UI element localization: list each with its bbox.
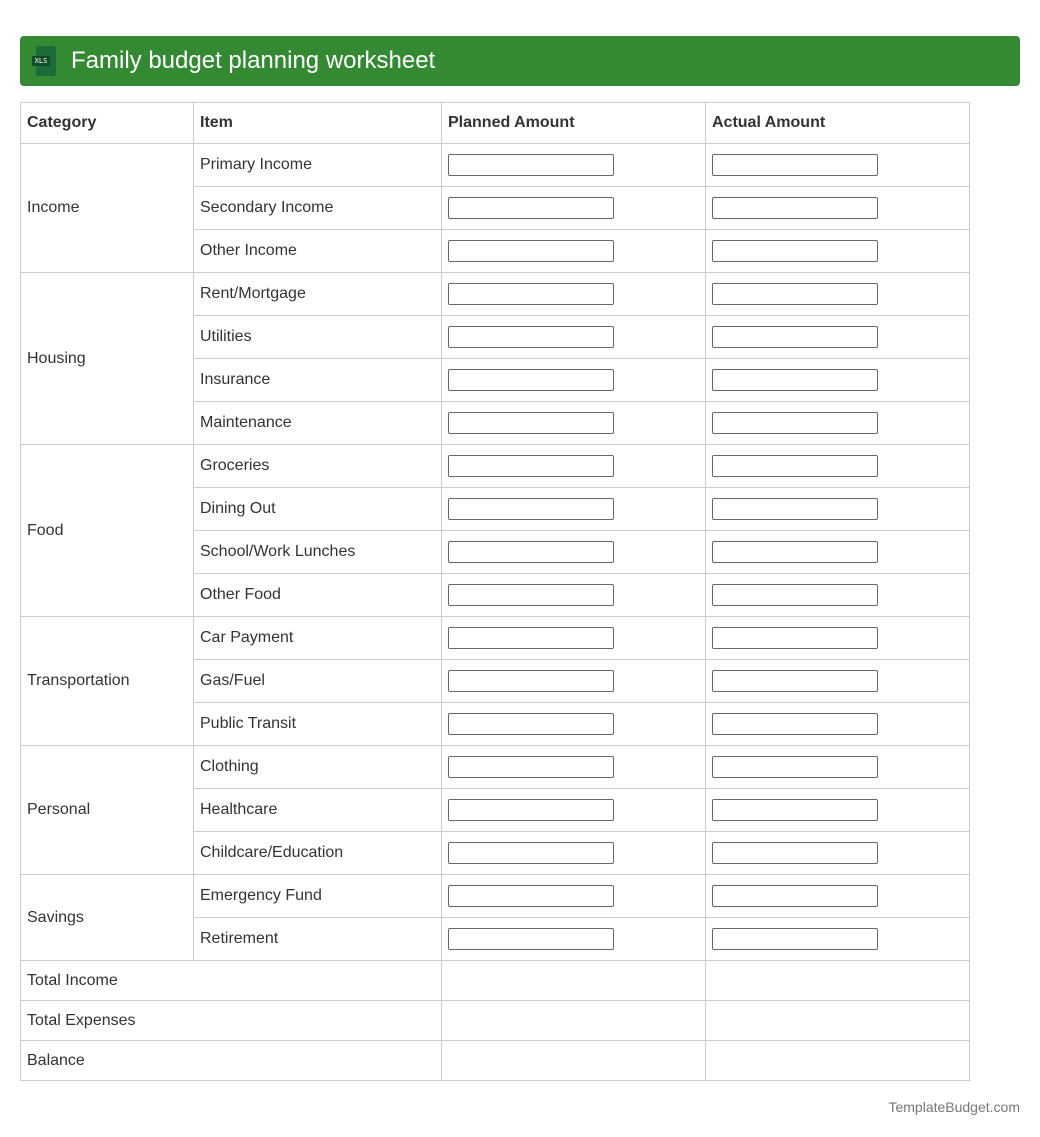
column-header-category: Category (21, 103, 194, 144)
planned-amount-cell (442, 316, 706, 359)
planned-amount-cell (442, 488, 706, 531)
planned-amount-cell (442, 273, 706, 316)
page-title: Family budget planning worksheet (71, 47, 436, 74)
planned-amount-input[interactable] (448, 455, 614, 477)
table-row (21, 273, 970, 316)
actual-amount-input[interactable] (712, 412, 878, 434)
actual-amount-cell (706, 918, 970, 961)
planned-amount-cell (442, 574, 706, 617)
page-header (20, 36, 1020, 86)
planned-amount-input[interactable] (448, 154, 614, 176)
item-cell: Gas/Fuel (194, 660, 442, 703)
actual-amount-input[interactable] (712, 670, 878, 692)
item-cell: Retirement (194, 918, 442, 961)
actual-amount-input[interactable] (712, 326, 878, 348)
item-cell: School/Work Lunches (194, 531, 442, 574)
planned-amount-cell (442, 789, 706, 832)
table-header-row (21, 103, 970, 144)
planned-amount-cell (442, 617, 706, 660)
item-cell: Healthcare (194, 789, 442, 832)
item-cell: Emergency Fund (194, 875, 442, 918)
planned-amount-cell (442, 531, 706, 574)
planned-amount-cell (442, 359, 706, 402)
table-row (21, 617, 970, 660)
planned-total-cell (442, 1041, 706, 1081)
item-cell: Groceries (194, 445, 442, 488)
total-label: Total Income (21, 961, 442, 1001)
planned-amount-input[interactable] (448, 713, 614, 735)
actual-amount-input[interactable] (712, 541, 878, 563)
planned-amount-input[interactable] (448, 326, 614, 348)
planned-amount-input[interactable] (448, 197, 614, 219)
actual-amount-cell (706, 359, 970, 402)
actual-amount-cell (706, 488, 970, 531)
actual-total-cell (706, 961, 970, 1001)
budget-table (20, 102, 970, 1081)
actual-amount-input[interactable] (712, 369, 878, 391)
total-label: Balance (21, 1041, 442, 1081)
actual-amount-input[interactable] (712, 928, 878, 950)
total-label: Total Expenses (21, 1001, 442, 1041)
actual-amount-cell (706, 531, 970, 574)
actual-amount-cell (706, 316, 970, 359)
planned-amount-input[interactable] (448, 928, 614, 950)
item-cell: Clothing (194, 746, 442, 789)
planned-amount-input[interactable] (448, 885, 614, 907)
category-cell: Housing (21, 273, 194, 445)
actual-amount-input[interactable] (712, 885, 878, 907)
actual-amount-cell (706, 144, 970, 187)
column-header-actual: Actual Amount (706, 103, 970, 144)
item-cell: Primary Income (194, 144, 442, 187)
planned-amount-cell (442, 187, 706, 230)
table-row (21, 144, 970, 187)
item-cell: Insurance (194, 359, 442, 402)
actual-amount-input[interactable] (712, 154, 878, 176)
item-cell: Utilities (194, 316, 442, 359)
actual-amount-input[interactable] (712, 498, 878, 520)
planned-amount-input[interactable] (448, 799, 614, 821)
actual-amount-cell (706, 574, 970, 617)
item-cell: Dining Out (194, 488, 442, 531)
table-row (21, 875, 970, 918)
planned-amount-cell (442, 402, 706, 445)
actual-amount-cell (706, 703, 970, 746)
total-row (21, 1041, 970, 1081)
item-cell: Car Payment (194, 617, 442, 660)
item-cell: Maintenance (194, 402, 442, 445)
planned-amount-input[interactable] (448, 756, 614, 778)
total-row (21, 1001, 970, 1041)
actual-amount-input[interactable] (712, 842, 878, 864)
actual-amount-cell (706, 660, 970, 703)
table-row (21, 445, 970, 488)
footer-brand: TemplateBudget.com (888, 1099, 1020, 1115)
planned-amount-input[interactable] (448, 369, 614, 391)
column-header-item: Item (194, 103, 442, 144)
planned-total-cell (442, 961, 706, 1001)
actual-total-cell (706, 1041, 970, 1081)
planned-total-cell (442, 1001, 706, 1041)
actual-amount-cell (706, 746, 970, 789)
planned-amount-cell (442, 746, 706, 789)
category-cell: Income (21, 144, 194, 273)
category-cell: Savings (21, 875, 194, 961)
item-cell: Childcare/Education (194, 832, 442, 875)
actual-amount-input[interactable] (712, 584, 878, 606)
planned-amount-input[interactable] (448, 498, 614, 520)
actual-amount-cell (706, 832, 970, 875)
item-cell: Other Food (194, 574, 442, 617)
actual-amount-input[interactable] (712, 283, 878, 305)
planned-amount-cell (442, 832, 706, 875)
actual-amount-cell (706, 789, 970, 832)
actual-amount-cell (706, 187, 970, 230)
actual-amount-cell (706, 875, 970, 918)
planned-amount-input[interactable] (448, 584, 614, 606)
actual-amount-input[interactable] (712, 240, 878, 262)
category-cell: Food (21, 445, 194, 617)
planned-amount-input[interactable] (448, 670, 614, 692)
planned-amount-input[interactable] (448, 240, 614, 262)
actual-amount-input[interactable] (712, 627, 878, 649)
xls-file-icon: XLS (32, 46, 58, 76)
planned-amount-input[interactable] (448, 412, 614, 434)
table-row (21, 746, 970, 789)
actual-amount-cell (706, 617, 970, 660)
planned-amount-input[interactable] (448, 541, 614, 563)
actual-amount-cell (706, 230, 970, 273)
column-header-planned: Planned Amount (442, 103, 706, 144)
actual-amount-cell (706, 445, 970, 488)
item-cell: Other Income (194, 230, 442, 273)
planned-amount-input[interactable] (448, 627, 614, 649)
category-cell: Transportation (21, 617, 194, 746)
actual-amount-input[interactable] (712, 713, 878, 735)
actual-amount-input[interactable] (712, 197, 878, 219)
actual-amount-input[interactable] (712, 756, 878, 778)
actual-amount-cell (706, 402, 970, 445)
item-cell: Secondary Income (194, 187, 442, 230)
planned-amount-cell (442, 445, 706, 488)
category-cell: Personal (21, 746, 194, 875)
planned-amount-cell (442, 703, 706, 746)
actual-amount-input[interactable] (712, 799, 878, 821)
item-cell: Rent/Mortgage (194, 273, 442, 316)
planned-amount-cell (442, 918, 706, 961)
actual-amount-cell (706, 273, 970, 316)
planned-amount-cell (442, 230, 706, 273)
planned-amount-cell (442, 660, 706, 703)
planned-amount-cell (442, 144, 706, 187)
item-cell: Public Transit (194, 703, 442, 746)
planned-amount-input[interactable] (448, 842, 614, 864)
planned-amount-input[interactable] (448, 283, 614, 305)
total-row (21, 961, 970, 1001)
actual-amount-input[interactable] (712, 455, 878, 477)
planned-amount-cell (442, 875, 706, 918)
actual-total-cell (706, 1001, 970, 1041)
